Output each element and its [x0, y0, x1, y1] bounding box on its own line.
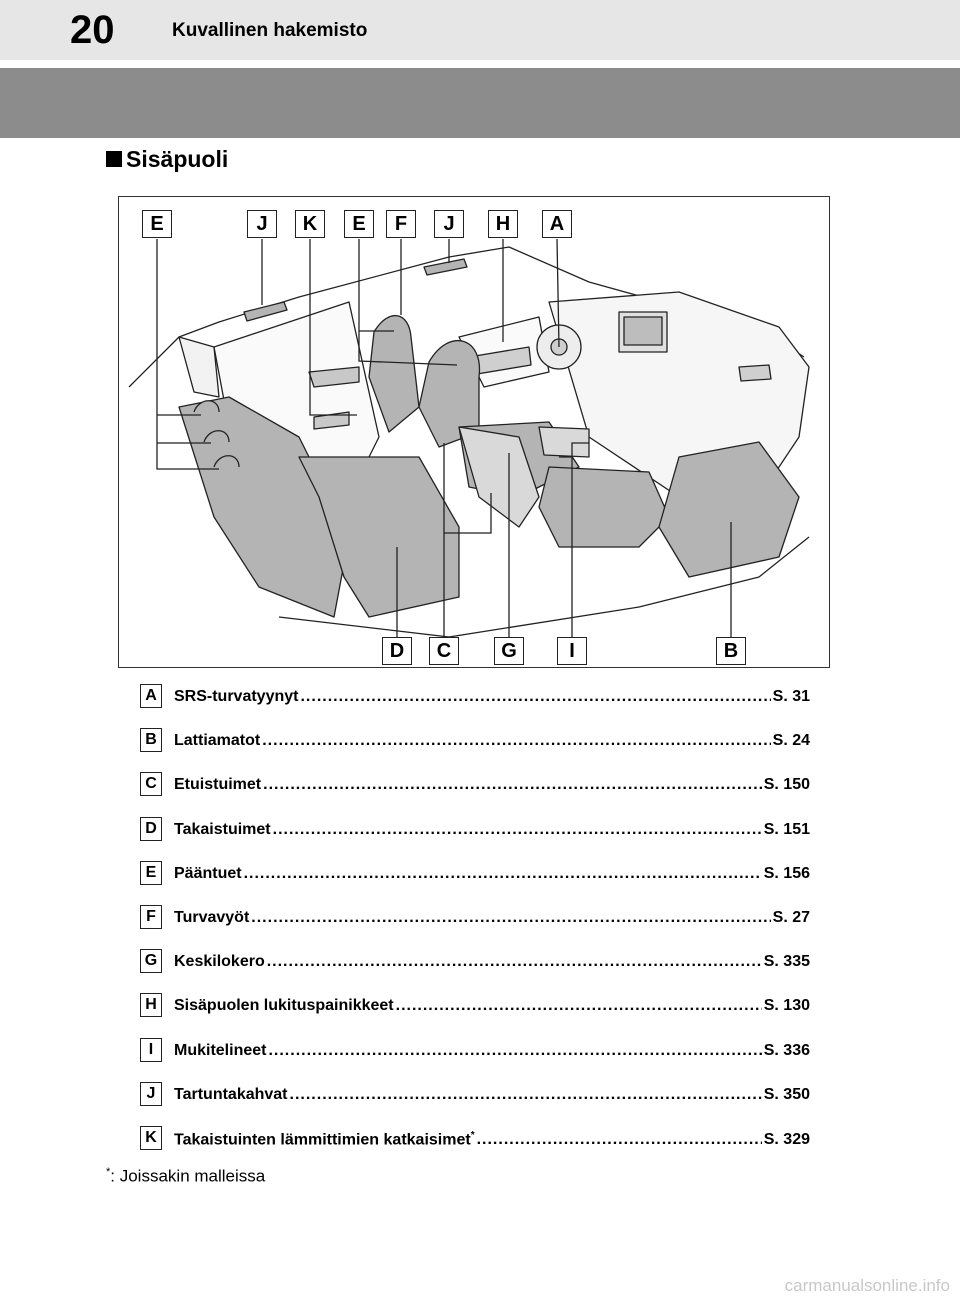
- callout-label-b: B: [716, 637, 746, 665]
- index-entry-link[interactable]: [174, 953, 810, 971]
- header-band: [0, 0, 960, 60]
- index-key-i: I: [140, 1038, 162, 1062]
- footnote: [106, 1166, 265, 1187]
- callout-label-i: I: [557, 637, 587, 665]
- section-banner: [0, 68, 960, 138]
- index-label: Lattiamatot: [174, 732, 261, 750]
- index-item: [140, 728, 810, 772]
- index-entry-link[interactable]: [174, 688, 810, 706]
- page-reference: S. 156: [763, 864, 810, 882]
- car-interior-drawing: [119, 197, 831, 669]
- square-bullet-icon: [106, 151, 122, 167]
- section-title-text: Sisäpuoli: [126, 146, 229, 172]
- index-label: Pääntuet: [174, 864, 242, 882]
- index-entry-link[interactable]: [174, 1086, 810, 1104]
- page-reference: S. 31: [772, 688, 810, 705]
- interior-illustration: [118, 196, 830, 668]
- index-item: [140, 861, 810, 905]
- index-item: [140, 993, 810, 1037]
- footnote-text: : Joissakin malleissa: [110, 1166, 266, 1186]
- footnote-symbol: *: [106, 1166, 111, 1178]
- page-reference: S. 130: [763, 997, 810, 1015]
- page-reference: S. 150: [763, 776, 810, 794]
- index-key-a: A: [140, 684, 162, 708]
- callout-label-d: D: [382, 637, 412, 665]
- index-entry-link[interactable]: [174, 776, 810, 794]
- page-header-title: Kuvallinen hakemisto: [172, 20, 368, 41]
- callout-label-c: C: [429, 637, 459, 665]
- index-label: Takaistuimet: [174, 820, 271, 838]
- leader-dots: [263, 776, 762, 794]
- index-key-h: H: [140, 993, 162, 1017]
- component-index-list: [140, 684, 810, 1170]
- index-item: [140, 905, 810, 949]
- index-label: Tartuntakahvat: [174, 1085, 288, 1103]
- index-entry-link[interactable]: [174, 865, 810, 883]
- index-key-j: J: [140, 1082, 162, 1106]
- leader-dots: [396, 997, 762, 1015]
- page-reference: S. 151: [763, 820, 810, 838]
- index-label: SRS-turvatyynyt: [174, 688, 299, 705]
- index-label: Turvavyöt: [174, 908, 250, 926]
- index-item: [140, 772, 810, 816]
- page-reference: S. 24: [772, 732, 810, 750]
- index-key-c: C: [140, 772, 162, 796]
- page-reference: S. 27: [772, 908, 810, 926]
- index-label-text: Takaistuinten lämmittimien katkaisimet: [174, 1131, 471, 1149]
- index-key-k: K: [140, 1126, 162, 1150]
- page-reference: S. 336: [763, 1041, 810, 1059]
- index-label: Keskilokero: [174, 953, 265, 971]
- index-key-d: D: [140, 817, 162, 841]
- index-key-b: B: [140, 728, 162, 752]
- index-entry-link[interactable]: [174, 821, 810, 839]
- index-entry-link[interactable]: [174, 909, 810, 927]
- watermark: carmanualsonline.info: [784, 1276, 950, 1295]
- index-key-g: G: [140, 949, 162, 973]
- index-label: Sisäpuolen lukituspainikkeet: [174, 997, 394, 1015]
- index-entry-link[interactable]: [174, 732, 810, 750]
- index-label: Etuistuimet: [174, 776, 262, 794]
- index-item: [140, 1038, 810, 1082]
- index-entry-link[interactable]: [174, 1130, 810, 1149]
- index-item: [140, 1126, 810, 1170]
- index-label: [174, 1130, 475, 1149]
- leader-dots: [290, 1086, 762, 1104]
- index-label: Mukitelineet: [174, 1041, 267, 1059]
- index-entry-link[interactable]: [174, 1042, 810, 1060]
- callout-label-j-left: J: [247, 210, 277, 238]
- leader-dots: [267, 953, 762, 971]
- index-item: [140, 817, 810, 861]
- leader-dots: [262, 732, 770, 750]
- leader-dots: [251, 909, 770, 927]
- leader-dots: [268, 1042, 761, 1060]
- page-reference: S. 335: [763, 953, 810, 971]
- leader-dots: [477, 1131, 762, 1149]
- leader-dots: [244, 865, 762, 883]
- index-item: [140, 1082, 810, 1126]
- callout-label-e-left: E: [142, 210, 172, 238]
- page-reference: S. 350: [763, 1085, 810, 1103]
- callout-label-f: F: [386, 210, 416, 238]
- callout-label-h: H: [488, 210, 518, 238]
- page-number: 20: [70, 8, 115, 52]
- leader-dots: [273, 821, 762, 839]
- page-reference: S. 329: [763, 1131, 810, 1149]
- section-title: [106, 146, 228, 173]
- footnote-marker: *: [470, 1129, 475, 1141]
- index-item: [140, 949, 810, 993]
- callout-label-j-right: J: [434, 210, 464, 238]
- callout-label-a: A: [542, 210, 572, 238]
- leader-dots: [300, 688, 770, 706]
- index-item: [140, 684, 810, 728]
- index-key-e: E: [140, 861, 162, 885]
- index-key-f: F: [140, 905, 162, 929]
- index-entry-link[interactable]: [174, 997, 810, 1015]
- callout-label-k: K: [295, 210, 325, 238]
- callout-label-e-middle: E: [344, 210, 374, 238]
- callout-label-g: G: [494, 637, 524, 665]
